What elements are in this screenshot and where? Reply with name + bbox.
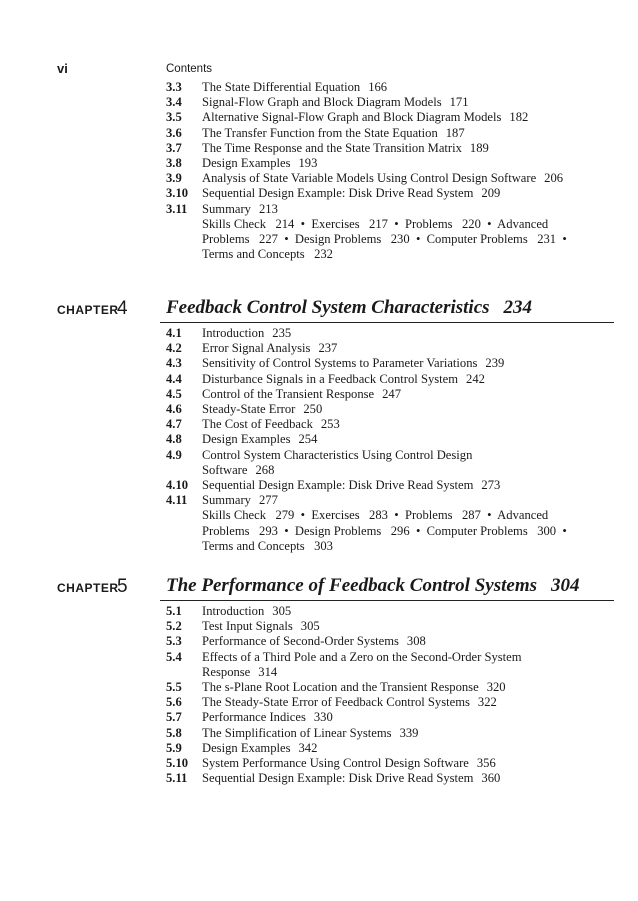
toc-entry[interactable] [0,171,638,186]
section-title-line2: Software [202,462,248,477]
section-title-wrap [202,387,622,402]
section-title-wrap [202,80,622,95]
toc-entry[interactable] [0,695,638,710]
toc-entry[interactable] [0,95,638,110]
toc-entry[interactable] [0,341,638,356]
chapter-number: 5 [117,576,128,597]
running-head: Contents [166,63,213,75]
toc-entry[interactable] [0,402,638,417]
section-title: Design Examples [202,432,291,447]
section-title: The Time Response and the State Transition Matrix [202,140,462,155]
section-number: 3.3 [166,80,182,94]
section-title-wrap [202,726,622,741]
section-title: Alternative Signal-Flow Graph and Block Diagram Models [202,110,502,125]
section-number: 3.7 [166,140,182,155]
toc-entry[interactable] [0,493,638,508]
toc-entry[interactable] [0,326,638,341]
section-number: 5.6 [166,695,182,710]
section-page: 206 [544,171,564,186]
chapter-rule [160,600,614,601]
section-title-wrap [202,432,622,447]
chapter-rule [160,322,614,323]
indent-spacer [166,232,202,247]
section-title-wrap [202,95,622,110]
section-page: 342 [298,740,318,755]
toc-entry[interactable] [0,141,638,156]
toc-entry[interactable] [0,80,638,95]
section-number: 5.1 [166,604,182,618]
toc-entry[interactable] [0,771,638,786]
section-page: 322 [477,695,497,710]
toc-entry[interactable] [0,356,638,371]
section-page: 360 [481,771,501,786]
section-page: 320 [486,680,506,695]
section-page: 339 [399,725,419,740]
section-page: 314 [258,664,278,679]
section-title-wrap [202,402,622,417]
end-matter-line [0,539,638,554]
indent-spacer [166,247,202,262]
section-number: 5.11 [166,771,188,786]
end-matter-text: Terms and Concepts 303 [202,538,333,553]
chapter-title-text: The Performance of Feedback Control Systems [166,575,537,596]
indent-spacer [166,539,202,554]
section-title: Effects of a Third Pole and a Zero on the Second-Order System [202,649,522,664]
toc-entry[interactable] [0,372,638,387]
section-title: Error Signal Analysis [202,341,311,356]
end-matter-text: Problems 227 • Design Problems 230 • Computer Problems 231 • [202,232,567,247]
section-number: 4.8 [166,432,182,447]
section-page: 273 [481,478,501,493]
section-title: Design Examples [202,156,291,171]
toc-entry[interactable] [0,156,638,171]
section-title-wrap [202,356,622,371]
section-title: Introduction [202,604,265,618]
section-title: Design Examples [202,740,291,755]
section-number: 5.9 [166,740,182,755]
section-number: 3.9 [166,171,182,186]
indent-spacer [166,508,202,523]
end-matter-line [0,524,638,539]
end-matter-line [0,247,638,262]
toc-entry[interactable] [0,478,638,493]
section-page: 166 [368,80,388,94]
toc-entry[interactable] [0,619,638,634]
section-page: 235 [272,326,292,340]
section-number: 4.7 [166,417,182,432]
end-matter-text: Terms and Concepts 232 [202,247,333,262]
section-title-wrap [202,110,622,125]
section-page: 187 [445,125,465,140]
section-page: 237 [318,341,338,356]
section-title-wrap [202,341,622,356]
toc-entry[interactable] [0,710,638,725]
section-title: Summary [202,493,251,508]
section-title-wrap [202,680,622,695]
section-title: System Performance Using Control Design Software [202,756,469,771]
section-number: 4.11 [166,493,188,508]
section-title: Disturbance Signals in a Feedback Control System [202,371,459,386]
end-matter-text: Skills Check 214 • Exercises 217 • Problems 220 • Advanced [202,216,549,231]
section-page: 250 [303,402,323,417]
section-title-wrap [202,771,622,786]
section-page: 254 [298,432,318,447]
chapter-4-entries [0,326,638,554]
section-title-wrap [202,417,622,432]
section-title: Control System Characteristics Using Control Design [202,447,473,462]
section-number: 5.7 [166,710,182,725]
section-title-wrap [202,126,622,141]
toc-entry[interactable] [0,186,638,201]
section-title-wrap [202,756,622,771]
section-page: 182 [509,110,529,125]
section-number: 3.8 [166,156,182,171]
toc-entry[interactable] [0,448,638,478]
section-page: 209 [481,186,501,201]
section-page: 356 [476,756,496,771]
section-number: 5.3 [166,634,182,649]
toc-entry[interactable] [0,110,638,125]
section-number: 3.11 [166,201,188,216]
section-page: 305 [272,604,292,618]
chapter-5-entries [0,604,638,786]
section-page: 253 [320,417,340,432]
section-title-wrap [202,141,622,156]
toc-entry[interactable] [0,650,638,680]
section-number: 4.6 [166,402,182,417]
section-title: Test Input Signals [202,619,293,634]
toc-entry[interactable] [0,387,638,402]
section-number: 4.10 [166,478,189,493]
chapter-number: 4 [117,298,128,319]
section-page: 308 [406,634,426,649]
toc-entry[interactable] [0,756,638,771]
toc-entry[interactable] [0,126,638,141]
section-number: 3.5 [166,110,182,125]
end-matter-text: Problems 293 • Design Problems 296 • Computer Problems 300 • [202,523,567,538]
section-number: 3.4 [166,95,182,110]
section-title: Performance Indices [202,710,306,725]
section-title-wrap [202,710,622,725]
section-title: Sensitivity of Control Systems to Parameter Variations [202,356,478,371]
section-page: 213 [258,201,278,216]
section-number: 3.10 [166,186,189,201]
section-number: 5.8 [166,725,182,740]
section-title-wrap [202,650,622,680]
section-title: The s-Plane Root Location and the Transient Response [202,680,479,695]
section-title: Control of the Transient Response [202,386,375,401]
section-title-wrap [202,171,622,186]
section-page: 330 [313,710,333,725]
section-title-wrap [202,202,622,217]
chapter-5-heading [0,575,638,602]
indent-spacer [166,217,202,232]
section-page: 277 [258,493,278,508]
section-page: 171 [449,95,469,110]
toc-entry[interactable] [0,604,638,619]
section-page: 189 [469,140,489,155]
section-title: The Cost of Feedback [202,417,313,432]
section-title: Steady-State Error [202,402,296,417]
section-page: 305 [300,619,320,634]
section-page: 239 [485,356,505,371]
section-title-wrap [202,634,622,649]
section-title-wrap [202,156,622,171]
chapter-title [166,297,532,319]
section-title-wrap [202,619,622,634]
section-title-wrap [202,695,622,710]
end-matter-line [0,508,638,523]
toc-entry[interactable] [0,726,638,741]
section-title: Summary [202,201,251,216]
section-number: 5.5 [166,680,182,695]
chapter-4-heading [0,297,638,324]
chapter-label: CHAPTER [57,581,119,595]
chapter-page: 304 [551,575,580,596]
end-matter-text: Skills Check 279 • Exercises 283 • Problems 287 • Advanced [202,508,549,523]
section-title-wrap [202,741,622,756]
section-title: The State Differential Equation [202,80,361,94]
section-number: 4.3 [166,356,182,371]
chapter-3-continued [0,80,638,262]
section-title: Sequential Design Example: Disk Drive Read System [202,186,474,201]
section-title-wrap [202,493,622,508]
toc-entry[interactable] [0,680,638,695]
section-title: Analysis of State Variable Models Using Control Design Software [202,171,537,186]
end-matter-line [0,217,638,232]
section-title: The Simplification of Linear Systems [202,725,392,740]
section-number: 3.6 [166,125,182,140]
section-title: Introduction [202,326,265,340]
section-title: Performance of Second-Order Systems [202,634,399,649]
section-title-wrap [202,448,622,478]
section-title-wrap [202,604,622,619]
section-page: 193 [298,156,318,171]
section-page: 268 [255,462,275,477]
page-number: vi [57,61,68,76]
end-matter-line [0,232,638,247]
toc-entry[interactable] [0,432,638,447]
section-title: Sequential Design Example: Disk Drive Read System [202,771,474,786]
toc-entry[interactable] [0,417,638,432]
toc-entry[interactable] [0,202,638,217]
section-title-wrap [202,186,622,201]
toc-entry[interactable] [0,634,638,649]
section-title-wrap [202,326,622,341]
section-number: 4.5 [166,386,182,401]
section-title: The Transfer Function from the State Equation [202,125,438,140]
chapter-title-text: Feedback Control System Characteristics [166,297,490,318]
chapter-title [166,575,580,597]
section-title: The Steady-State Error of Feedback Control Systems [202,695,470,710]
section-title-wrap [202,372,622,387]
section-number: 4.2 [166,341,182,356]
section-title: Signal-Flow Graph and Block Diagram Models [202,95,442,110]
section-title-wrap [202,478,622,493]
section-page: 242 [466,371,485,386]
section-number: 5.4 [166,649,182,664]
section-number: 5.10 [166,756,189,771]
section-number: 5.2 [166,619,182,634]
chapter-page: 234 [503,297,533,318]
chapter-label: CHAPTER [57,303,119,317]
toc-entry[interactable] [0,741,638,756]
section-number: 4.9 [166,447,182,462]
indent-spacer [166,524,202,539]
section-title-line2: Response [202,664,251,679]
section-number: 4.1 [166,326,182,340]
section-page: 247 [382,386,402,401]
section-title: Sequential Design Example: Disk Drive Read System [202,478,474,493]
section-number: 4.4 [166,371,182,386]
